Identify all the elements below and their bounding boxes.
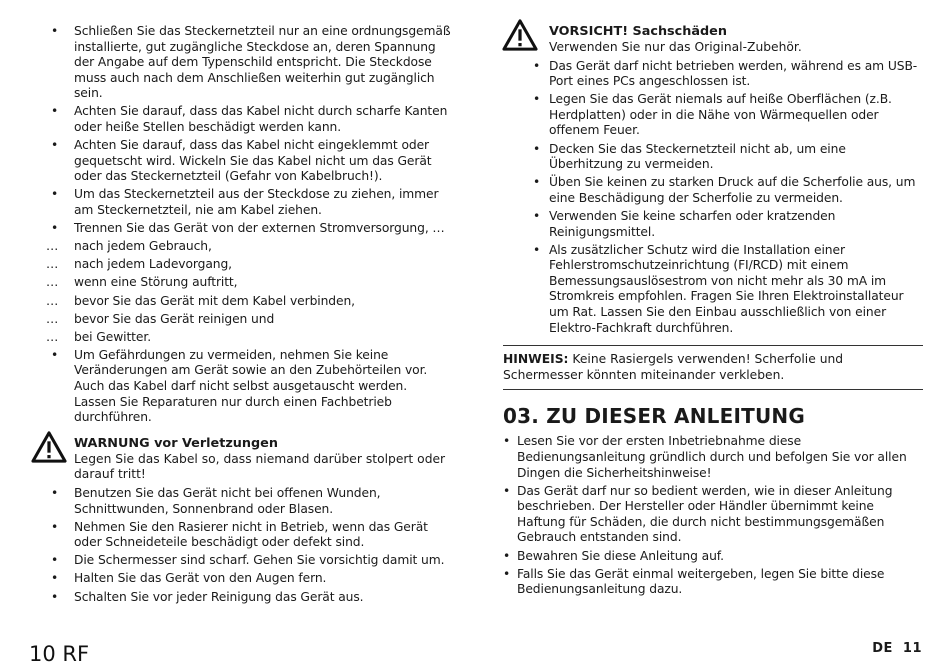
list-item <box>48 138 452 185</box>
footer-language: DE <box>872 641 893 656</box>
bullet-icon: • <box>51 485 59 500</box>
bullet-icon: • <box>51 519 59 534</box>
list-item-text: Nehmen Sie den Rasierer nicht in Betrieb, wenn das Gerät oder Schneideteile beschädigt oder defekt sind. <box>74 519 428 550</box>
list-item <box>48 520 452 551</box>
warning-list <box>48 486 452 605</box>
bullet-icon: • <box>533 58 541 73</box>
bullet-icon: • <box>533 141 541 156</box>
right-column <box>503 24 923 600</box>
footer-page-number: 11 <box>902 641 922 656</box>
list-item <box>48 312 452 328</box>
caution-title: VORSICHT! Sachschäden <box>549 24 727 39</box>
ellipsis-marker: … <box>46 293 58 308</box>
list-item-text: Die Schermesser sind scharf. Gehen Sie vorsichtig damit um. <box>74 553 445 568</box>
list-item <box>529 59 923 90</box>
bullet-icon: • <box>51 347 59 362</box>
list-item <box>503 549 923 565</box>
list-item-text: nach jedem Ladevorgang, <box>74 257 232 272</box>
list-item-text: Trennen Sie das Gerät von der externen Stromversorgung, … <box>74 221 445 236</box>
ellipsis-marker: … <box>46 311 58 326</box>
list-item-text: Das Gerät darf nicht betrieben werden, während es am USB-Port eines PCs angeschlossen ist. <box>549 58 918 89</box>
list-item <box>529 175 923 206</box>
list-item-text: Benutzen Sie das Gerät nicht bei offenen Wunden, Schnittwunden, Sonnenbrand oder Blasen. <box>74 485 381 516</box>
list-item <box>48 294 452 310</box>
bullet-icon: • <box>51 553 59 568</box>
ellipsis-marker: … <box>46 239 58 254</box>
list-item-text: Decken Sie das Steckernetzteil nicht ab, um eine Überhitzung zu vermeiden. <box>549 141 846 172</box>
list-item-text: Schalten Sie vor jeder Reinigung das Gerät aus. <box>74 589 364 604</box>
bullet-icon: • <box>51 571 59 586</box>
list-item-text: Üben Sie keinen zu starken Druck auf die Scherfolie aus, um eine Beschädigung der Scherfolie zu vermeiden. <box>549 175 916 205</box>
list-item <box>529 142 923 173</box>
list-item-text: Lesen Sie vor der ersten Inbetriebnahme diese Bedienungsanleitung gründlich durch und befolgen Sie vor allen Dingen die Sicherheitshinweise! <box>517 434 907 480</box>
list-item-text: Achten Sie darauf, dass das Kabel nicht durch scharfe Kanten oder heiße Stellen beschädigt werden kann. <box>74 104 448 135</box>
list-item <box>48 571 452 587</box>
list-item <box>48 24 452 102</box>
list-item <box>503 567 923 598</box>
list-item-text: bevor Sie das Gerät reinigen und <box>74 311 275 326</box>
warning-block <box>48 436 452 605</box>
bullet-icon: • <box>503 566 511 581</box>
warning-text: Legen Sie das Kabel so, dass niemand darüber stolpert oder darauf tritt! <box>74 451 446 482</box>
list-item-text: Schließen Sie das Steckernetzteil nur an eine ordnungsgemäß installierte, gut zugängliche Steckdose an, deren Spannung der Angabe auf dem Typenschild entspricht. Die Steckdose muss auch nach dem Anschließen weiterhin gut zugänglich sein. <box>74 24 451 101</box>
bullet-icon: • <box>51 24 59 38</box>
section-heading: 03. ZU DIESER ANLEITUNG <box>503 404 805 429</box>
list-item-text: Verwenden Sie keine scharfen oder kratzenden Reinigungsmittel. <box>549 208 836 239</box>
bullet-icon: • <box>51 589 59 604</box>
bullet-icon: • <box>503 483 511 498</box>
list-item-text: Achten Sie darauf, dass das Kabel nicht eingeklemmt oder gequetscht wird. Wickeln Sie das Kabel nicht um das Gerät oder das Steckernetzteil (Gefahr von Kabelbruch!). <box>74 138 432 184</box>
list-item-text: Falls Sie das Gerät einmal weitergeben, legen Sie bitte diese Bedienungsanleitung dazu. <box>517 566 885 597</box>
list-item <box>529 92 923 139</box>
list-item <box>48 486 452 517</box>
bullet-icon: • <box>533 92 541 107</box>
list-item-text: bevor Sie das Gerät mit dem Kabel verbinden, <box>74 293 355 308</box>
caution-list <box>529 59 923 337</box>
warning-triangle-icon <box>30 430 68 464</box>
bullet-icon: • <box>51 104 59 119</box>
caution-block <box>503 24 923 336</box>
list-item <box>48 553 452 569</box>
left-column <box>48 24 452 608</box>
list-item <box>529 209 923 240</box>
bullet-icon: • <box>533 242 541 257</box>
list-item-text: Das Gerät darf nur so bedient werden, wie in dieser Anleitung beschrieben. Der Hersteller oder Händler übernimmt keine Haftung für Schäden, die durch nicht bestimmungsgemäßen Gebrauch entstanden sind. <box>517 483 893 545</box>
footer-logo-text: 10 RF <box>29 642 90 665</box>
bullet-icon: • <box>51 138 59 153</box>
section-list <box>503 434 923 597</box>
page-number-logo <box>29 640 90 665</box>
list-item <box>48 239 452 255</box>
ellipsis-marker: … <box>46 329 58 344</box>
list-item-text: Legen Sie das Gerät niemals auf heiße Oberflächen (z.B. Herdplatten) oder in die Nähe von Wärmequellen oder offenem Feuer. <box>549 92 892 138</box>
list-item-text: Bewahren Sie diese Anleitung auf. <box>517 548 724 563</box>
list-item <box>48 221 452 237</box>
bullet-icon: • <box>51 187 59 202</box>
safety-list <box>48 24 452 426</box>
list-item <box>48 330 452 346</box>
list-item <box>503 434 923 481</box>
list-item <box>48 275 452 291</box>
caution-text: Verwenden Sie nur das Original-Zubehör. <box>549 40 802 54</box>
warning-triangle-icon <box>501 18 539 52</box>
warning-title: WARNUNG vor Verletzungen <box>74 435 278 451</box>
list-item <box>503 484 923 546</box>
bullet-icon: • <box>533 175 541 190</box>
note-text: Keine Rasiergels verwenden! Scherfolie und Schermesser könnten miteinander verkleben. <box>503 352 844 382</box>
list-item-text: nach jedem Gebrauch, <box>74 239 212 254</box>
list-item <box>48 348 452 426</box>
list-item-text: Als zusätzlicher Schutz wird die Installation einer Fehlerstromschutzeinrichtung (FI/RCD) mit einem Bemessungsauslösestrom von nicht mehr als 30 mA im Stromkreis empfohlen. Fragen Sie Ihren Elektroinstallateur um Rat. Lassen Sie den Einbau ausschließlich von einer Elektro-Fachkraft durchführen. <box>549 242 904 335</box>
list-item-text: Um das Steckernetzteil aus der Steckdose zu ziehen, immer am Steckernetzteil, nie am Kabel ziehen. <box>74 187 439 218</box>
list-item <box>48 187 452 218</box>
bullet-icon: • <box>503 434 511 449</box>
footer-page-info <box>872 641 922 656</box>
bullet-icon: • <box>51 221 59 236</box>
note <box>503 346 923 389</box>
list-item-text: Um Gefährdungen zu vermeiden, nehmen Sie keine Veränderungen am Gerät sowie an den Zubehörteilen vor. Auch das Kabel darf nicht selbst ausgetauscht werden. Lassen Sie Reparaturen nur durch einen Fachbetrieb durchführen. <box>74 347 428 425</box>
divider-bottom <box>503 389 923 390</box>
list-item-text: wenn eine Störung auftritt, <box>74 275 238 290</box>
list-item <box>48 104 452 135</box>
list-item <box>48 590 452 606</box>
list-item-text: bei Gewitter. <box>74 329 152 344</box>
note-label: HINWEIS: <box>503 352 569 367</box>
list-item <box>529 243 923 337</box>
bullet-icon: • <box>503 548 511 563</box>
ellipsis-marker: … <box>46 275 58 290</box>
list-item <box>48 257 452 273</box>
bullet-icon: • <box>533 208 541 223</box>
list-item-text: Halten Sie das Gerät von den Augen fern. <box>74 571 327 586</box>
ellipsis-marker: … <box>46 257 58 272</box>
